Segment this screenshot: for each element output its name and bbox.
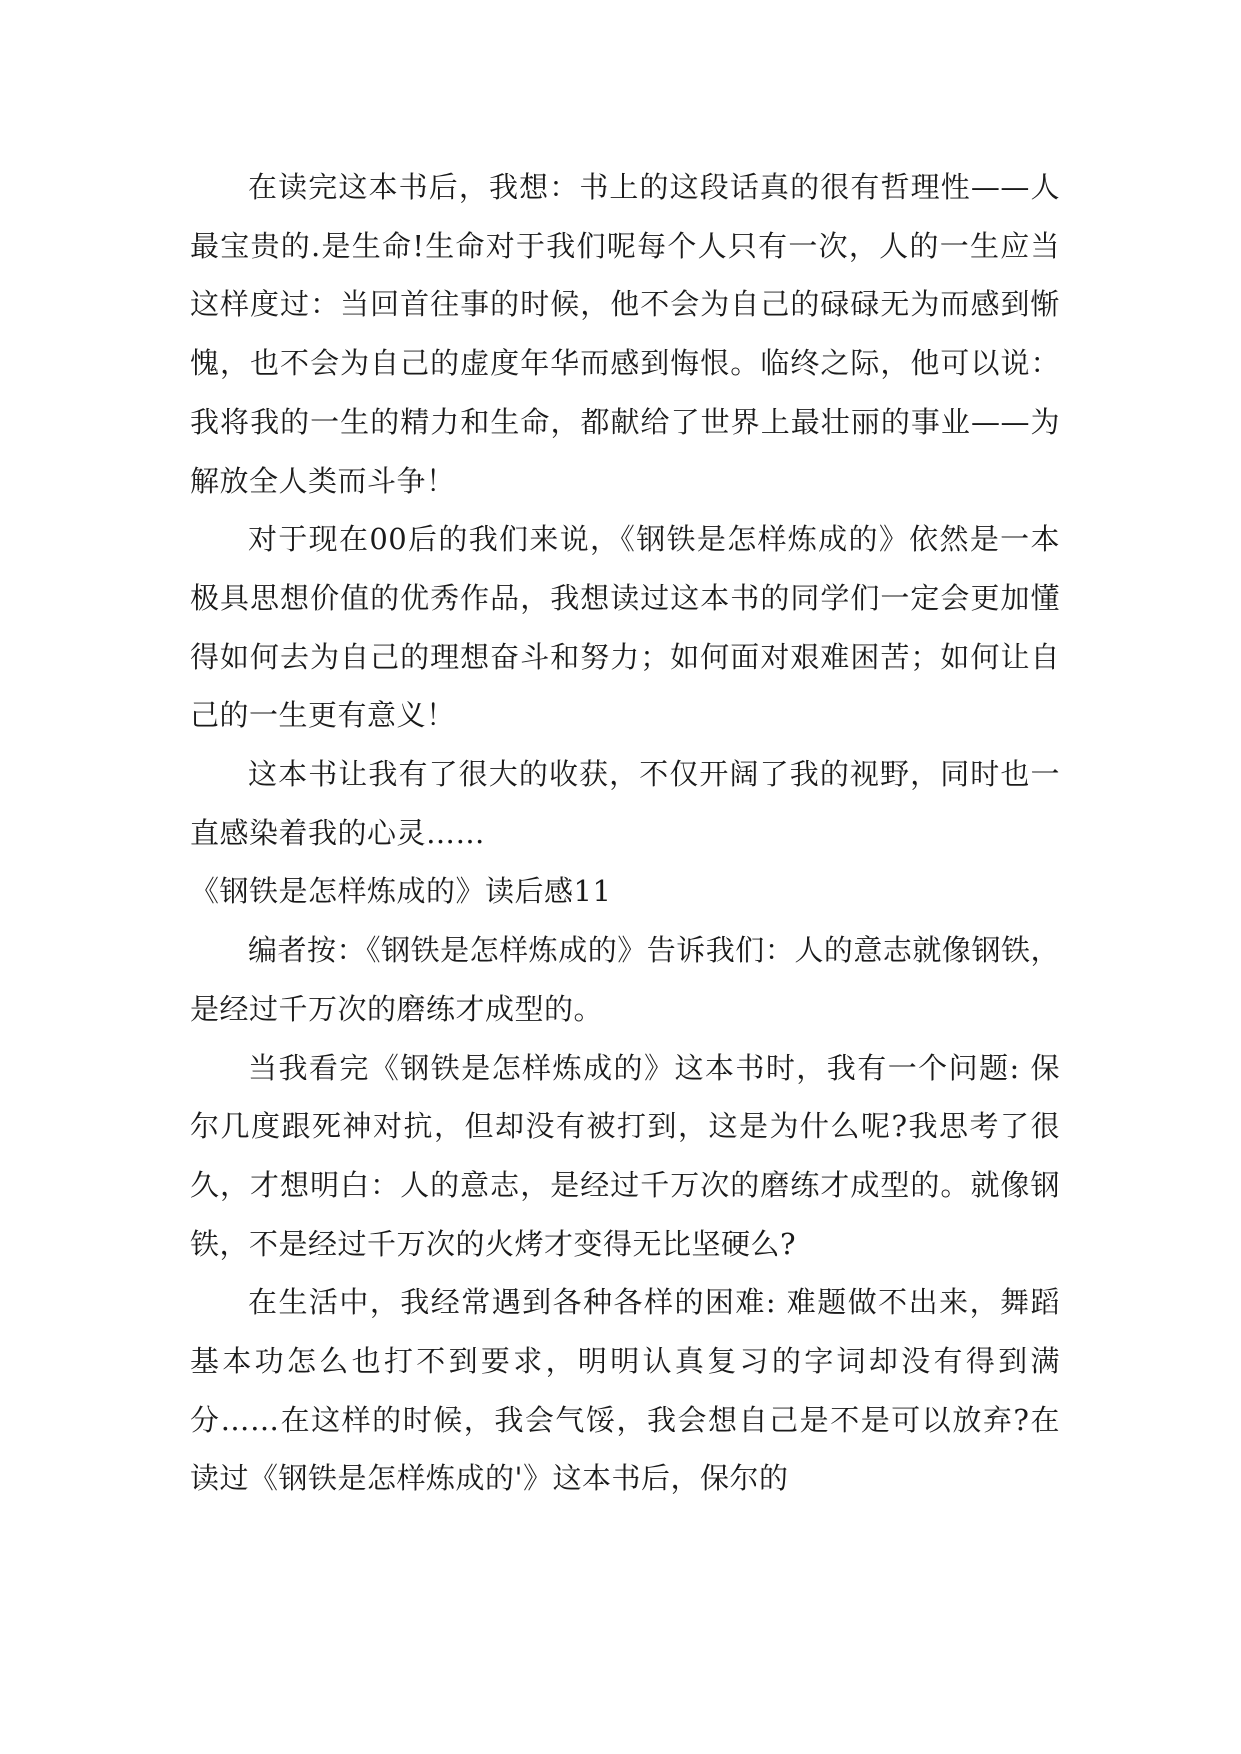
paragraph-3: 这本书让我有了很大的收获，不仅开阔了我的视野，同时也一直感染着我的心灵…… <box>190 757 1060 850</box>
paragraph-life: 在生活中，我经常遇到各种各样的困难: 难题做不出来，舞蹈基本功怎么也打不到要求，明明认真复习的字词却没有得到满分……在这样的时候，我会气馁，我会想自己是不是可以放弃?在读过《钢铁是怎样炼成的'》这本书后，保尔的 <box>190 1285 1060 1496</box>
paragraph-question: 当我看完《钢铁是怎样炼成的》这本书时，我有一个问题: 保尔几度跟死神对抗，但却没有被打到，这是为什么呢?我思考了很久，才想明白：人的意志，是经过千万次的磨练才成型的。就像钢铁，不是经过千万次的火烤才变得无比坚硬么? <box>190 1050 1060 1261</box>
document-body <box>190 158 1060 1508</box>
paragraph-2: 对于现在00后的我们来说，《钢铁是怎样炼成的》依然是一本极具思想价值的优秀作品，我想读过这本书的同学们一定会更加懂得如何去为自己的理想奋斗和努力；如何面对艰难困苦；如何让自己的一生更有意义！ <box>190 522 1060 733</box>
paragraph-1: 在读完这本书后，我想：书上的这段话真的很有哲理性——人最宝贵的.是生命!生命对于我们呢每个人只有一次，人的一生应当这样度过：当回首往事的时候，他不会为自己的碌碌无为而感到惭愧，也不会为自己的虚度年华而感到悔恨。临终之际，他可以说：我将我的一生的精力和生命，都献给了世界上最壮丽的事业——为解放全人类而斗争！ <box>190 170 1060 498</box>
section-title: 《钢铁是怎样炼成的》读后感11 <box>190 874 612 909</box>
editor-note-paragraph: 编者按：《钢铁是怎样炼成的》告诉我们：人的意志就像钢铁，是经过千万次的磨练才成型的。 <box>190 933 1060 1026</box>
